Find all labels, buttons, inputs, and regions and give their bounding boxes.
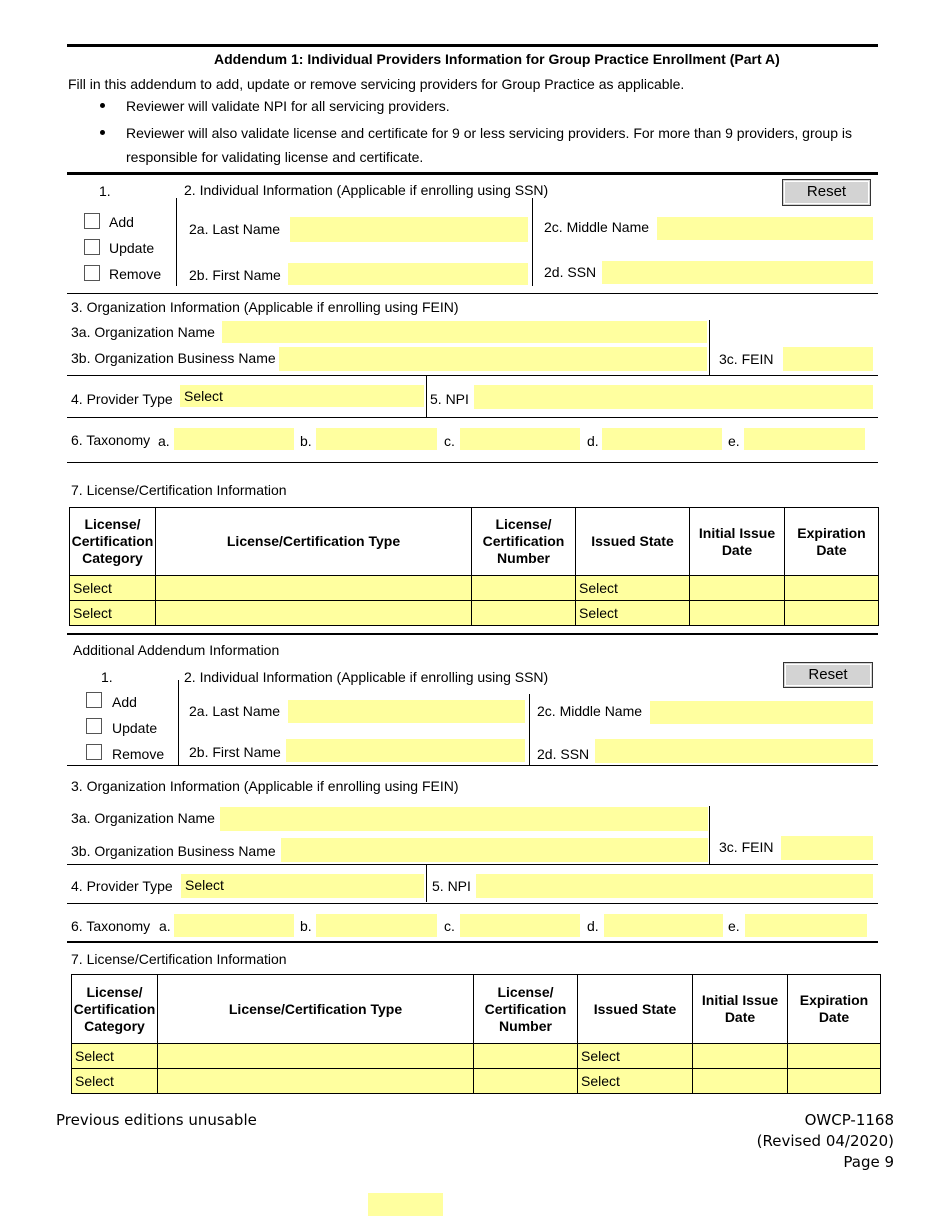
add-label: Add	[112, 694, 137, 710]
license-table	[69, 507, 879, 626]
form-id: OWCP-1168	[804, 1111, 894, 1129]
bullet-dot	[100, 130, 105, 135]
state-select[interactable]: Select	[578, 1069, 693, 1094]
divider	[178, 680, 179, 765]
type-field[interactable]	[158, 1069, 474, 1094]
ssn-field[interactable]	[602, 261, 873, 284]
reset-button[interactable]: Reset	[782, 179, 871, 206]
taxonomy-c-field[interactable]	[460, 914, 580, 937]
add-checkbox[interactable]	[86, 692, 102, 708]
npi-field[interactable]	[476, 874, 873, 898]
taxonomy-e-label: e.	[728, 433, 740, 449]
divider	[176, 198, 177, 286]
npi-field[interactable]	[474, 385, 873, 409]
taxonomy-b-field[interactable]	[316, 914, 437, 937]
taxonomy-e-field[interactable]	[745, 914, 867, 937]
npi-label: 5. NPI	[432, 878, 471, 894]
divider	[67, 864, 878, 865]
taxonomy-b-field[interactable]	[316, 428, 437, 450]
expiration-date-field[interactable]	[788, 1044, 881, 1069]
org-name-label: 3a. Organization Name	[71, 810, 215, 826]
type-field[interactable]	[158, 1044, 474, 1069]
last-name-label: 2a. Last Name	[189, 703, 281, 719]
initial-date-field[interactable]	[690, 601, 785, 626]
remove-label: Remove	[112, 746, 165, 762]
divider	[529, 694, 530, 765]
state-select[interactable]: Select	[576, 576, 690, 601]
taxonomy-d-label: d.	[587, 433, 599, 449]
provider-type-label: 4. Provider Type	[71, 391, 173, 407]
expiration-date-field[interactable]	[785, 576, 879, 601]
number-field[interactable]	[472, 576, 576, 601]
org-business-field[interactable]	[279, 347, 707, 371]
category-select[interactable]: Select	[72, 1069, 158, 1094]
table-row	[72, 1044, 881, 1069]
item-1-label: 1.	[99, 183, 111, 199]
org-business-label: 3b. Organization Business Name	[71, 843, 276, 859]
state-select[interactable]: Select	[578, 1044, 693, 1069]
taxonomy-a-field[interactable]	[174, 428, 294, 450]
divider	[67, 462, 878, 463]
header-type: License/Certification Type	[158, 975, 474, 1044]
add-checkbox[interactable]	[84, 213, 100, 229]
bullet-dot	[100, 103, 105, 108]
intro-text: Fill in this addendum to add, update or remove servicing providers for Group Practice as applicable.	[68, 76, 685, 92]
remove-checkbox[interactable]	[84, 265, 100, 281]
header-expiration-date: Expiration Date	[785, 508, 879, 576]
taxonomy-e-field[interactable]	[744, 428, 865, 450]
taxonomy-c-label: c.	[444, 433, 455, 449]
taxonomy-label: 6. Taxonomy	[71, 432, 151, 448]
taxonomy-a-field[interactable]	[174, 914, 294, 937]
divider	[67, 903, 878, 904]
initial-date-field[interactable]	[693, 1044, 788, 1069]
taxonomy-b-label: b.	[300, 433, 312, 449]
additional-addendum-title: Additional Addendum Information	[73, 642, 280, 658]
page-number: Page 9	[843, 1153, 894, 1171]
org-name-label: 3a. Organization Name	[71, 324, 215, 340]
middle-name-label: 2c. Middle Name	[537, 703, 643, 719]
divider	[67, 417, 878, 418]
remove-label: Remove	[109, 266, 162, 282]
taxonomy-d-field[interactable]	[602, 428, 722, 450]
bullet-license: Reviewer will also validate license and certificate for 9 or less servicing providers. For more than 9 providers, group is	[126, 125, 852, 141]
org-business-label: 3b. Organization Business Name	[71, 350, 276, 366]
header-initial-date: Initial Issue Date	[693, 975, 788, 1044]
individual-info-title: 2. Individual Information (Applicable if enrolling using SSN)	[184, 669, 549, 685]
divider	[709, 806, 710, 864]
license-header-row	[70, 508, 879, 576]
type-field[interactable]	[156, 576, 472, 601]
divider	[67, 375, 878, 376]
org-name-field[interactable]	[220, 807, 708, 831]
category-select[interactable]: Select	[70, 601, 156, 626]
org-business-field[interactable]	[281, 838, 708, 862]
taxonomy-label: 6. Taxonomy	[71, 918, 151, 934]
header-number: License/ Certification Number	[472, 508, 576, 576]
state-select[interactable]: Select	[576, 601, 690, 626]
fein-label: 3c. FEIN	[719, 839, 774, 855]
first-name-label: 2b. First Name	[189, 267, 281, 283]
middle-name-label: 2c. Middle Name	[544, 219, 650, 235]
taxonomy-c-field[interactable]	[460, 428, 580, 450]
divider	[709, 320, 710, 375]
category-select[interactable]: Select	[72, 1044, 158, 1069]
license-header-row	[72, 975, 881, 1044]
org-info-title: 3. Organization Information (Applicable if enrolling using FEIN)	[71, 299, 459, 315]
first-name-label: 2b. First Name	[189, 744, 281, 760]
divider	[426, 865, 427, 902]
table-row	[70, 576, 879, 601]
expiration-date-field[interactable]	[788, 1069, 881, 1094]
add-label: Add	[109, 214, 134, 230]
expiration-date-field[interactable]	[785, 601, 879, 626]
middle-name-field[interactable]	[657, 217, 873, 240]
provider-type-label: 4. Provider Type	[71, 878, 173, 894]
org-name-field[interactable]	[222, 321, 707, 343]
number-field[interactable]	[474, 1069, 578, 1094]
taxonomy-a-label: a.	[158, 433, 170, 449]
provider-type-select[interactable]: Select	[180, 385, 424, 407]
taxonomy-c-label: c.	[444, 918, 455, 934]
page-title: Addendum 1: Individual Providers Information for Group Practice Enrollment (Part A)	[214, 51, 780, 67]
revision-date: (Revised 04/2020)	[756, 1132, 894, 1150]
provider-type-select[interactable]: Select	[181, 874, 424, 898]
header-initial-date: Initial Issue Date	[690, 508, 785, 576]
number-field[interactable]	[472, 601, 576, 626]
ssn-label: 2d. SSN	[537, 746, 590, 762]
header-state: Issued State	[578, 975, 693, 1044]
header-number: License/ Certification Number	[474, 975, 578, 1044]
divider	[67, 293, 878, 294]
individual-info-title: 2. Individual Information (Applicable if enrolling using SSN)	[184, 182, 549, 198]
fein-field[interactable]	[783, 347, 873, 371]
last-name-field[interactable]	[288, 700, 525, 723]
category-select[interactable]: Select	[70, 576, 156, 601]
taxonomy-a-label: a.	[159, 918, 171, 934]
taxonomy-d-label: d.	[587, 918, 599, 934]
taxonomy-e-label: e.	[728, 918, 740, 934]
ssn-field[interactable]	[595, 739, 873, 763]
taxonomy-b-label: b.	[300, 918, 312, 934]
header-type: License/Certification Type	[156, 508, 472, 576]
update-checkbox[interactable]	[86, 718, 102, 734]
license-info-title: 7. License/Certification Information	[71, 951, 287, 967]
first-name-field[interactable]	[288, 263, 528, 285]
section-rule	[67, 633, 878, 635]
header-category: License/ Certification Category	[72, 975, 158, 1044]
fein-label: 3c. FEIN	[719, 351, 774, 367]
npi-label: 5. NPI	[430, 391, 469, 407]
middle-name-field[interactable]	[650, 701, 873, 724]
last-name-field[interactable]	[290, 217, 528, 242]
top-rule	[67, 44, 878, 47]
first-name-field[interactable]	[286, 739, 525, 762]
ssn-label: 2d. SSN	[544, 264, 597, 280]
item-1-label: 1.	[101, 669, 113, 685]
bullet-license-cont: responsible for validating license and certificate.	[126, 149, 424, 165]
bullet-npi: Reviewer will validate NPI for all servicing providers.	[126, 98, 450, 114]
number-field[interactable]	[474, 1044, 578, 1069]
reset-button[interactable]: Reset	[783, 662, 873, 688]
header-expiration-date: Expiration Date	[788, 975, 881, 1044]
last-name-label: 2a. Last Name	[189, 221, 281, 237]
divider	[426, 376, 427, 417]
type-field[interactable]	[156, 601, 472, 626]
update-checkbox[interactable]	[84, 239, 100, 255]
update-label: Update	[112, 720, 158, 736]
taxonomy-d-field[interactable]	[604, 914, 723, 937]
license-table	[71, 974, 881, 1094]
divider	[532, 198, 533, 286]
initial-date-field[interactable]	[690, 576, 785, 601]
initial-date-field[interactable]	[693, 1069, 788, 1094]
fein-field[interactable]	[781, 836, 873, 860]
divider	[67, 765, 878, 766]
footer-field[interactable]	[368, 1193, 443, 1216]
org-info-title: 3. Organization Information (Applicable if enrolling using FEIN)	[71, 778, 459, 794]
header-category: License/ Certification Category	[70, 508, 156, 576]
table-row	[70, 601, 879, 626]
header-state: Issued State	[576, 508, 690, 576]
update-label: Update	[109, 240, 155, 256]
section-rule	[67, 172, 878, 175]
remove-checkbox[interactable]	[86, 744, 102, 760]
license-info-title: 7. License/Certification Information	[71, 482, 287, 498]
table-row	[72, 1069, 881, 1094]
footer-note: Previous editions unusable	[56, 1111, 257, 1129]
section-rule	[67, 941, 878, 943]
